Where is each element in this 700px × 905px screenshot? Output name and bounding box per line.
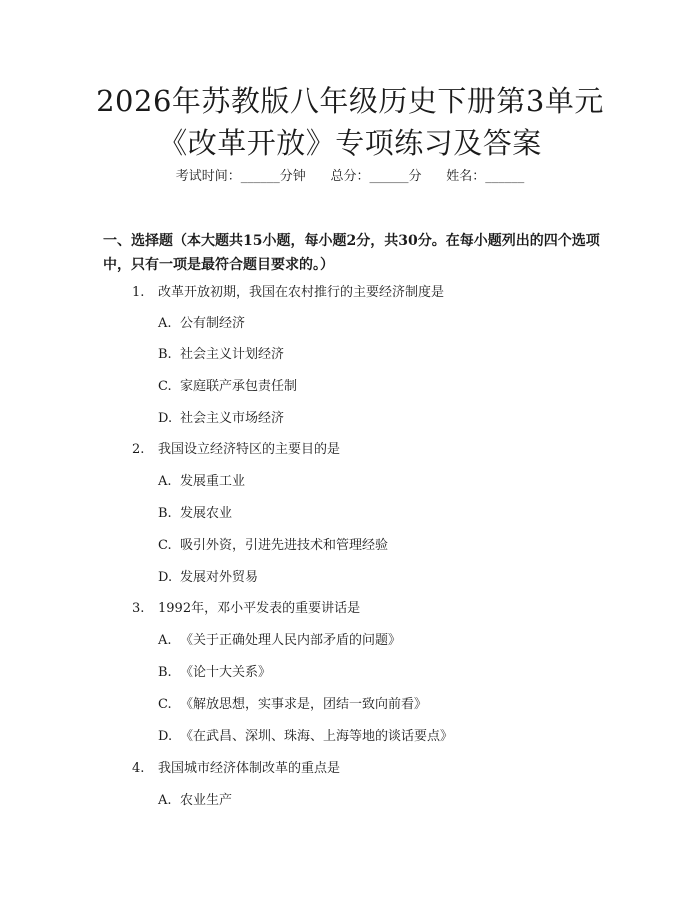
exam-info-line: 考试时间：______分钟 总分：______分 姓名：______ — [175, 169, 525, 184]
option-text: 发展农业 — [180, 506, 233, 521]
option-letter: B. — [158, 665, 172, 680]
question-text: 1992年，邓小平发表的重要讲话是 — [158, 601, 361, 616]
option-letter: B. — [158, 347, 172, 362]
option-letter: C. — [158, 538, 172, 553]
question-2-option-d — [158, 568, 258, 588]
question-1-option-b — [158, 345, 284, 365]
option-text: 农业生产 — [180, 793, 233, 808]
option-letter: A. — [158, 316, 172, 331]
question-3 — [132, 599, 360, 619]
question-number: 4. — [132, 761, 145, 776]
question-4-option-a — [158, 791, 232, 811]
question-3-option-d — [158, 727, 453, 747]
option-letter: D. — [158, 411, 173, 426]
option-text: 公有制经济 — [180, 316, 246, 331]
question-text: 我国城市经济体制改革的重点是 — [158, 761, 341, 776]
question-4 — [132, 759, 340, 779]
option-letter: B. — [158, 506, 172, 521]
question-text: 改革开放初期，我国在农村推行的主要经济制度是 — [158, 285, 445, 300]
question-3-option-b — [158, 663, 271, 683]
option-text: 社会主义市场经济 — [180, 411, 285, 426]
option-letter: D. — [158, 570, 173, 585]
option-letter: C. — [158, 697, 172, 712]
question-2 — [132, 440, 340, 460]
option-letter: A. — [158, 633, 172, 648]
question-number: 3. — [132, 601, 145, 616]
option-text: 家庭联产承包责任制 — [180, 379, 298, 394]
question-2-option-c — [158, 536, 388, 556]
question-text: 我国设立经济特区的主要目的是 — [158, 442, 341, 457]
option-letter: A. — [158, 474, 172, 489]
question-1-option-a — [158, 314, 245, 334]
section-header: 一、选择题（本大题共15小题，每小题2分，共30分。在每小题列出的四个选项中，只有一项是最符合题目要求的。） — [103, 233, 600, 273]
question-3-option-a — [158, 631, 401, 651]
option-letter: C. — [158, 379, 172, 394]
question-number: 2. — [132, 442, 145, 457]
question-number: 1. — [132, 285, 145, 300]
question-3-option-c — [158, 695, 427, 715]
option-letter: A. — [158, 793, 172, 808]
question-1 — [132, 283, 444, 303]
option-text: 《解放思想，实事求是，团结一致向前看》 — [180, 697, 428, 712]
option-letter: D. — [158, 729, 173, 744]
option-text: 发展重工业 — [180, 474, 246, 489]
option-text: 《在武昌、深圳、珠海、上海等地的谈话要点》 — [180, 729, 454, 744]
option-text: 发展对外贸易 — [180, 570, 259, 585]
question-1-option-d — [158, 409, 284, 429]
question-2-option-b — [158, 504, 232, 524]
question-1-option-c — [158, 377, 297, 397]
option-text: 《论十大关系》 — [180, 665, 272, 680]
document-title: 2026年苏教版八年级历史下册第3单元《改革开放》专项练习及答案 — [96, 84, 604, 160]
option-text: 吸引外资，引进先进技术和管理经验 — [180, 538, 389, 553]
question-2-option-a — [158, 472, 245, 492]
option-text: 社会主义计划经济 — [180, 347, 285, 362]
option-text: 《关于正确处理人民内部矛盾的问题》 — [180, 633, 402, 648]
